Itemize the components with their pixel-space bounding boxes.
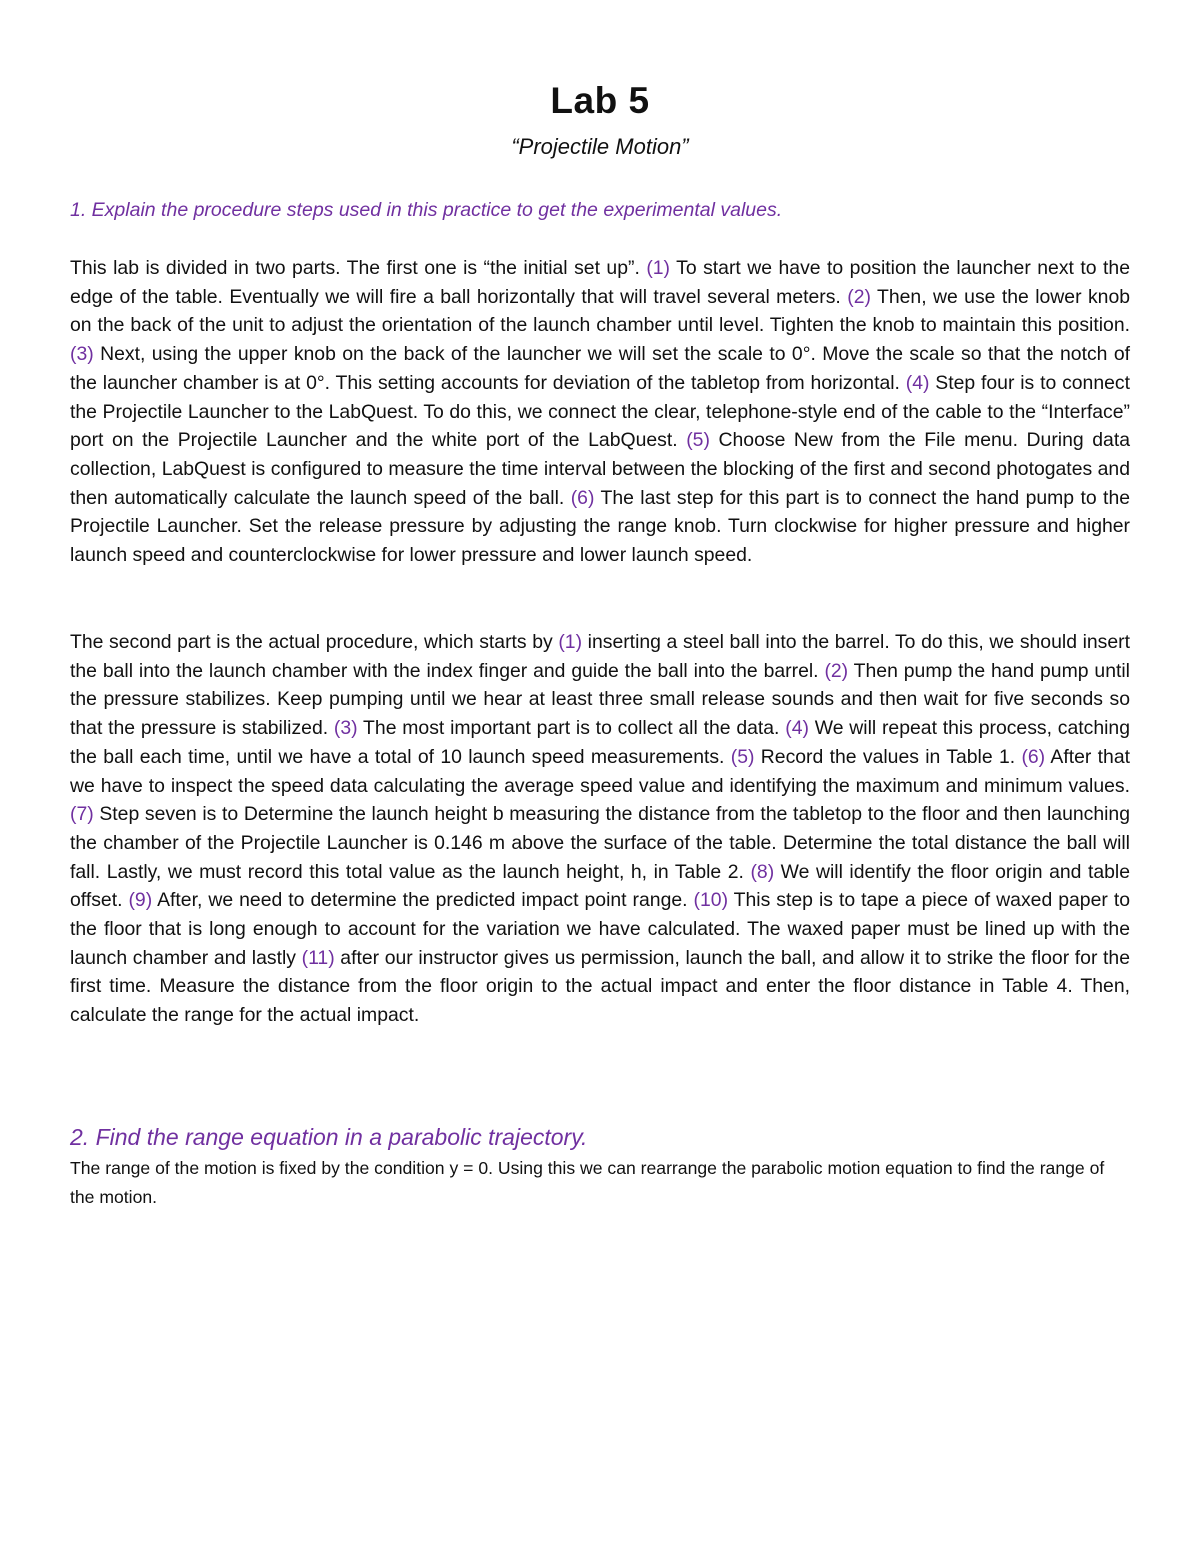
step-number: (8) [750, 860, 775, 883]
step-number: (2) [847, 285, 871, 308]
step-number: (9) [128, 889, 153, 912]
step-number: (4) [785, 717, 809, 740]
step-number: (4) [905, 371, 930, 394]
step-number: (10) [693, 889, 729, 912]
question-2-answer: The range of the motion is fixed by the condition y = 0. Using this we can rearrange the parabolic motion equation to find the range of the motion. [70, 1158, 1105, 1207]
question-2-heading: 2. Find the range equation in a parabolic trajectory. [70, 1124, 588, 1150]
step-number: (2) [824, 659, 849, 682]
step-number: (1) [646, 257, 671, 279]
page-title: Lab 5 [550, 80, 650, 121]
procedure-paragraph-actual: The second part is the actual procedure, which starts by (1) inserting a steel ball into the barrel. To do this, we should insert the ball into the launch chamber with the index finger and guide the ball into the barrel. (2) Then pump the hand pump until the pressure stabilizes. Keep pumping until we hear at least three small release sounds and then wait for five seconds so that the pressure is stabilized. (3) The most important part is to collect all the data. (4) We will repeat this process, catching the ball each time, until we have a total of 10 launch speed measurements. (5) Record the values in Table 1. (6) After that we have to inspect the speed data calculating the average speed value and identifying the maximum and minimum values. (7) Step seven is to Determine the launch height b measuring the distance from the tabletop to the floor and then launching the chamber of the Projectile Launcher is 0.146 m above the surface of the table. Determine the total distance the ball will fall. Lastly, we must record this total value as the launch height, h, in Table 2. (8) We will identify the floor origin and table offset. (9) After, we need to determine the predicted impact point range. (10) This step is to tape a piece of waxed paper to the floor that is long enough to account for the variation we have calculated. The waxed paper must be lined up with the launch chamber and lastly (11) after our instructor gives us permission, launch the ball, and allow it to strike the floor for the first time. Measure the distance from the floor origin to the actual impact and enter the floor distance in Table 4. Then, calculate the range for the actual impact. [70, 631, 1131, 1027]
question-1-heading: 1. Explain the procedure steps used in this practice to get the experimental values. [70, 199, 783, 221]
step-number: (6) [570, 486, 595, 509]
step-number: (5) [730, 745, 755, 768]
step-number: (3) [70, 343, 94, 366]
step-number: (11) [301, 946, 335, 969]
step-number: (7) [70, 803, 94, 826]
step-number: (1) [558, 631, 583, 653]
page-subtitle: “Projectile Motion” [511, 134, 689, 159]
step-number: (3) [333, 717, 358, 740]
step-number: (5) [686, 429, 710, 452]
step-number: (6) [1021, 745, 1046, 768]
procedure-paragraph-setup: This lab is divided in two parts. The first one is “the initial set up”. (1) To start we have to position the launcher next to the edge of the table. Eventually we will fire a ball horizontally that will travel several meters. (2) Then, we use the lower knob on the back of the unit to adjust the orientation of the launch chamber until level. Tighten the knob to maintain this position. (3) Next, using the upper knob on the back of the launcher we will set the scale to 0°. Move the scale so that the notch of the launcher chamber is at 0°. This setting accounts for deviation of the tabletop from horizontal. (4) Step four is to connect the Projectile Launcher to the LabQuest. To do this, we connect the clear, telephone-style end of the cable to the “Interface” port on the Projectile Launcher and the white port of the LabQuest. (5) Choose New from the File menu. During data collection, LabQuest is configured to measure the time interval between the blocking of the first and second photogates and then automatically calculate the launch speed of the ball. (6) The last step for this part is to connect the hand pump to the Projectile Launcher. Set the release pressure by adjusting the range knob. Turn clockwise for higher pressure and higher launch speed and counterclockwise for lower pressure and lower launch speed. [70, 257, 1131, 567]
